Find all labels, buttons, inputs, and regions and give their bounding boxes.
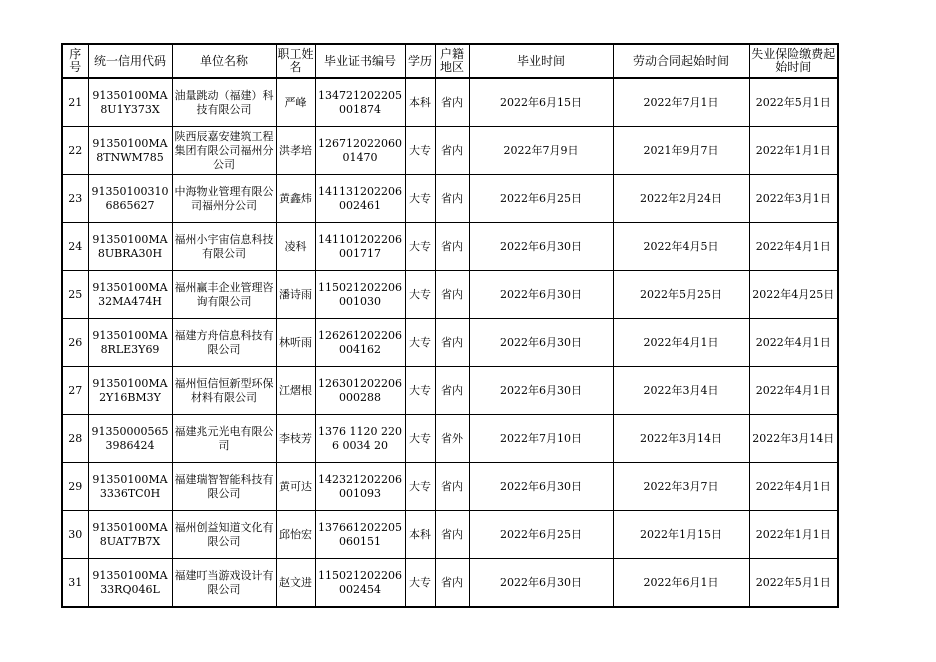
cell-grad-date: 2022年6月30日 <box>469 319 613 367</box>
table-row <box>62 271 838 319</box>
cell-credit-code: 91350100MA8UAT7B7X <box>88 511 172 559</box>
cell-employee: 黄可达 <box>276 463 315 511</box>
cell-seq: 31 <box>62 559 88 608</box>
cell-seq: 22 <box>62 127 88 175</box>
table-row <box>62 127 838 175</box>
cell-employee: 林听雨 <box>276 319 315 367</box>
cell-grad-date: 2022年6月15日 <box>469 78 613 127</box>
table-row <box>62 415 838 463</box>
cell-grad-date: 2022年7月10日 <box>469 415 613 463</box>
cell-cert-no: 142321202206001093 <box>315 463 405 511</box>
cell-employee: 潘诗雨 <box>276 271 315 319</box>
cell-credit-code: 91350100MA8U1Y373X <box>88 78 172 127</box>
cell-insurance-start: 2022年1月1日 <box>749 511 838 559</box>
cell-employee: 李枝芳 <box>276 415 315 463</box>
cell-education: 大专 <box>405 367 435 415</box>
cell-grad-date: 2022年6月25日 <box>469 511 613 559</box>
cell-contract-start: 2022年3月14日 <box>613 415 749 463</box>
header-grad-date: 毕业时间 <box>469 44 613 78</box>
cell-insurance-start: 2022年4月1日 <box>749 367 838 415</box>
cell-insurance-start: 2022年3月1日 <box>749 175 838 223</box>
cell-company: 福建兆元光电有限公司 <box>172 415 276 463</box>
cell-credit-code: 91350100MA2Y16BM3Y <box>88 367 172 415</box>
cell-credit-code: 91350100MA8RLE3Y69 <box>88 319 172 367</box>
cell-seq: 27 <box>62 367 88 415</box>
cell-credit-code: 913500005653986424 <box>88 415 172 463</box>
table-row <box>62 511 838 559</box>
cell-insurance-start: 2022年4月1日 <box>749 223 838 271</box>
cell-company: 油量跳动（福建）科技有限公司 <box>172 78 276 127</box>
cell-grad-date: 2022年6月30日 <box>469 367 613 415</box>
cell-seq: 30 <box>62 511 88 559</box>
table-row <box>62 463 838 511</box>
cell-education: 大专 <box>405 127 435 175</box>
cell-employee: 邱怡宏 <box>276 511 315 559</box>
cell-contract-start: 2022年2月24日 <box>613 175 749 223</box>
cell-credit-code: 913501003106865627 <box>88 175 172 223</box>
cell-cert-no: 141131202206002461 <box>315 175 405 223</box>
cell-credit-code: 91350100MA33RQ046L <box>88 559 172 608</box>
cell-grad-date: 2022年6月30日 <box>469 463 613 511</box>
cell-hukou: 省内 <box>435 175 469 223</box>
header-hukou: 户籍地区 <box>435 44 469 78</box>
cell-company: 中海物业管理有限公司福州分公司 <box>172 175 276 223</box>
cell-hukou: 省内 <box>435 463 469 511</box>
cell-hukou: 省外 <box>435 415 469 463</box>
cell-grad-date: 2022年6月30日 <box>469 271 613 319</box>
cell-insurance-start: 2022年1月1日 <box>749 127 838 175</box>
cell-insurance-start: 2022年4月1日 <box>749 463 838 511</box>
cell-cert-no: 137661202205060151 <box>315 511 405 559</box>
cell-education: 大专 <box>405 319 435 367</box>
cell-cert-no: 126301202206000288 <box>315 367 405 415</box>
header-credit-code: 统一信用代码 <box>88 44 172 78</box>
cell-education: 大专 <box>405 463 435 511</box>
table-row <box>62 319 838 367</box>
cell-seq: 28 <box>62 415 88 463</box>
cell-contract-start: 2022年3月7日 <box>613 463 749 511</box>
cell-company: 陕西辰嘉安建筑工程集团有限公司福州分公司 <box>172 127 276 175</box>
cell-cert-no: 1376 1120 2206 0034 20 <box>315 415 405 463</box>
cell-cert-no: 134721202205001874 <box>315 78 405 127</box>
cell-insurance-start: 2022年4月1日 <box>749 319 838 367</box>
cell-employee: 严峰 <box>276 78 315 127</box>
cell-hukou: 省内 <box>435 511 469 559</box>
cell-cert-no: 12671202206001470 <box>315 127 405 175</box>
header-contract-start: 劳动合同起始时间 <box>613 44 749 78</box>
header-seq: 序号 <box>62 44 88 78</box>
cell-employee: 江熠根 <box>276 367 315 415</box>
cell-hukou: 省内 <box>435 319 469 367</box>
cell-grad-date: 2022年6月25日 <box>469 175 613 223</box>
cell-insurance-start: 2022年3月14日 <box>749 415 838 463</box>
cell-education: 大专 <box>405 415 435 463</box>
cell-seq: 24 <box>62 223 88 271</box>
cell-credit-code: 91350100MA32MA474H <box>88 271 172 319</box>
cell-hukou: 省内 <box>435 127 469 175</box>
cell-company: 福州赢丰企业管理咨询有限公司 <box>172 271 276 319</box>
cell-hukou: 省内 <box>435 367 469 415</box>
table-row <box>62 78 838 127</box>
cell-seq: 25 <box>62 271 88 319</box>
cell-contract-start: 2022年4月5日 <box>613 223 749 271</box>
cell-seq: 29 <box>62 463 88 511</box>
cell-company: 福建叮当游戏设计有限公司 <box>172 559 276 608</box>
cell-contract-start: 2022年7月1日 <box>613 78 749 127</box>
cell-employee: 洪孝培 <box>276 127 315 175</box>
cell-grad-date: 2022年6月30日 <box>469 223 613 271</box>
cell-credit-code: 91350100MA3336TC0H <box>88 463 172 511</box>
cell-cert-no: 126261202206004162 <box>315 319 405 367</box>
cell-insurance-start: 2022年5月1日 <box>749 78 838 127</box>
cell-employee: 凌科 <box>276 223 315 271</box>
cell-company: 福州小宇宙信息科技有限公司 <box>172 223 276 271</box>
header-insurance-start: 失业保险缴费起始时间 <box>749 44 838 78</box>
cell-contract-start: 2022年3月4日 <box>613 367 749 415</box>
cell-hukou: 省内 <box>435 78 469 127</box>
cell-insurance-start: 2022年4月25日 <box>749 271 838 319</box>
cell-contract-start: 2021年9月7日 <box>613 127 749 175</box>
header-education: 学历 <box>405 44 435 78</box>
table-row <box>62 367 838 415</box>
cell-contract-start: 2022年1月15日 <box>613 511 749 559</box>
cell-seq: 21 <box>62 78 88 127</box>
cell-employee: 赵文进 <box>276 559 315 608</box>
cell-credit-code: 91350100MA8UBRA30H <box>88 223 172 271</box>
cell-education: 本科 <box>405 511 435 559</box>
table-body <box>62 78 838 607</box>
cell-cert-no: 141101202206001717 <box>315 223 405 271</box>
cell-education: 大专 <box>405 175 435 223</box>
header-company: 单位名称 <box>172 44 276 78</box>
cell-hukou: 省内 <box>435 559 469 608</box>
cell-education: 本科 <box>405 78 435 127</box>
cell-seq: 26 <box>62 319 88 367</box>
cell-hukou: 省内 <box>435 223 469 271</box>
cell-employee: 黄鑫炜 <box>276 175 315 223</box>
cell-credit-code: 91350100MA8TNWM785 <box>88 127 172 175</box>
header-employee: 职工姓名 <box>276 44 315 78</box>
cell-contract-start: 2022年5月25日 <box>613 271 749 319</box>
cell-company: 福建方舟信息科技有限公司 <box>172 319 276 367</box>
cell-hukou: 省内 <box>435 271 469 319</box>
cell-contract-start: 2022年6月1日 <box>613 559 749 608</box>
table-row <box>62 559 838 608</box>
cell-company: 福州创益知道文化有限公司 <box>172 511 276 559</box>
cell-company: 福建瑞智智能科技有限公司 <box>172 463 276 511</box>
cell-education: 大专 <box>405 559 435 608</box>
cell-insurance-start: 2022年5月1日 <box>749 559 838 608</box>
cell-cert-no: 115021202206002454 <box>315 559 405 608</box>
cell-education: 大专 <box>405 271 435 319</box>
cell-education: 大专 <box>405 223 435 271</box>
cell-seq: 23 <box>62 175 88 223</box>
cell-cert-no: 115021202206001030 <box>315 271 405 319</box>
cell-contract-start: 2022年4月1日 <box>613 319 749 367</box>
header-row <box>62 44 838 78</box>
header-cert-no: 毕业证书编号 <box>315 44 405 78</box>
employee-table <box>61 43 839 608</box>
table-row <box>62 223 838 271</box>
cell-company: 福州恒信恒新型环保材料有限公司 <box>172 367 276 415</box>
cell-grad-date: 2022年7月9日 <box>469 127 613 175</box>
table-row <box>62 175 838 223</box>
cell-grad-date: 2022年6月30日 <box>469 559 613 608</box>
